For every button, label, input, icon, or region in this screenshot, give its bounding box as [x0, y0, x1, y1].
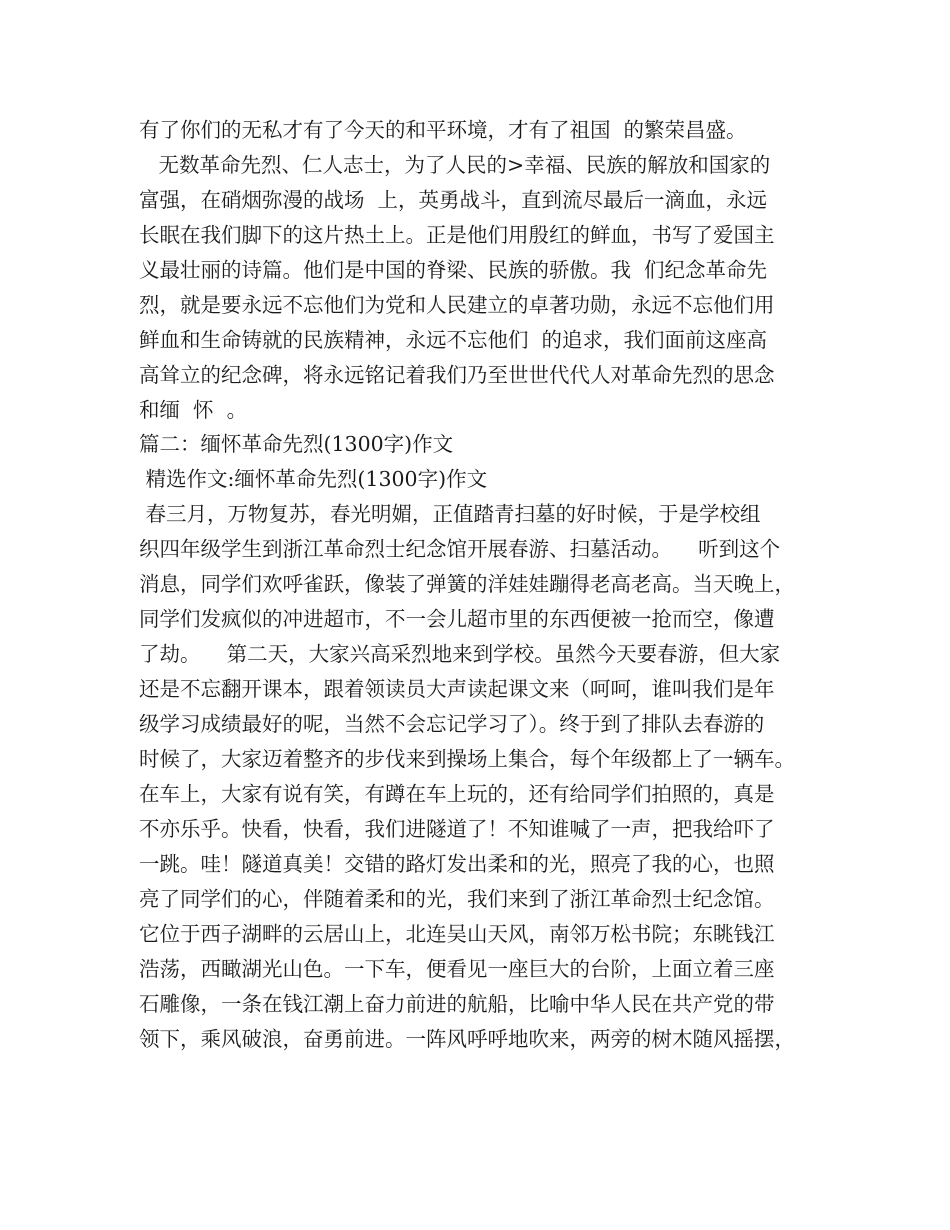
- text-line: 浩荡，西瞰湖光山色。一下车，便看见一座巨大的台阶，上面立着三座: [139, 957, 775, 981]
- section-subheading: 精选作文:缅怀革命先烈(1300字)作文: [139, 467, 488, 491]
- text-line: 义最壮丽的诗篇。他们是中国的脊梁、民族的骄傲。我 们纪念革命先: [139, 258, 768, 282]
- text-line: 级学习成绩最好的呢，当然不会忘记学习了）。终于到了排队去春游的: [139, 712, 765, 736]
- text-line: 烈，就是要永远不忘他们为党和人民建立的卓著功勋，永远不忘他们用: [139, 293, 775, 317]
- text-line: 时候了，大家迈着整齐的步伐来到操场上集合，每个年级都上了一辆车。: [139, 747, 795, 771]
- text-line: 长眠在我们脚下的这片热土上。正是他们用殷红的鲜血，书写了爱国主: [139, 223, 775, 247]
- text-line: 织四年级学生到浙江革命烈士纪念馆开展春游、扫墓活动。 听到这个: [139, 537, 781, 561]
- text-line: 在车上，大家有说有笑，有蹲在车上玩的，还有给同学们拍照的，真是: [139, 782, 775, 806]
- text-line: 它位于西子湖畔的云居山上，北连吴山天风，南邻万松书院；东眺钱江: [139, 922, 775, 946]
- text-line: 亮了同学们的心，伴随着柔和的光，我们来到了浙江革命烈士纪念馆。: [139, 887, 775, 911]
- text-line: 无数革命先烈、仁人志士，为了人民的>幸福、民族的解放和国家的: [139, 153, 771, 177]
- text-line: 领下，乘风破浪，奋勇前进。一阵风呼呼地吹来，两旁的树木随风摇摆，: [139, 1027, 795, 1051]
- text-line: 和缅 怀 。: [139, 398, 248, 422]
- text-line: 春三月，万物复苏，春光明媚，正值踏青扫墓的好时候，于是学校组: [139, 502, 761, 526]
- text-line: 还是不忘翻开课本，跟着领读员大声读起课文来（呵呵，谁叫我们是年: [139, 677, 775, 701]
- text-line: 有了你们的无私才有了今天的和平环境，才有了祖国 的繁荣昌盛。: [139, 118, 747, 142]
- section-heading: 篇二：缅怀革命先烈(1300字)作文: [139, 432, 454, 456]
- text-line: 富强，在硝烟弥漫的战场 上，英勇战斗，直到流尽最后一滴血，永远: [139, 188, 768, 212]
- text-line: 同学们发疯似的冲进超市，不一会儿超市里的东西便被一抢而空，像遭: [139, 607, 775, 631]
- text-line: 了劫。 第二天，大家兴高采烈地来到学校。虽然今天要春游，但大家: [139, 642, 781, 666]
- text-line: 一跳。哇！隧道真美！交错的路灯发出柔和的光，照亮了我的心，也照: [139, 852, 775, 876]
- text-line: 鲜血和生命铸就的民族精神，永远不忘他们 的追求，我们面前这座高: [139, 328, 768, 352]
- text-line: 石雕像，一条在钱江潮上奋力前进的航船，比喻中华人民在共产党的带: [139, 992, 775, 1016]
- text-line: 高耸立的纪念碑，将永远铭记着我们乃至世世代代人对革命先烈的思念: [139, 363, 775, 387]
- text-line: 消息，同学们欢呼雀跃，像装了弹簧的洋娃娃蹦得老高老高。当天晚上，: [139, 572, 795, 596]
- text-line: 不亦乐乎。快看，快看，我们进隧道了！不知谁喊了一声，把我给吓了: [139, 817, 775, 841]
